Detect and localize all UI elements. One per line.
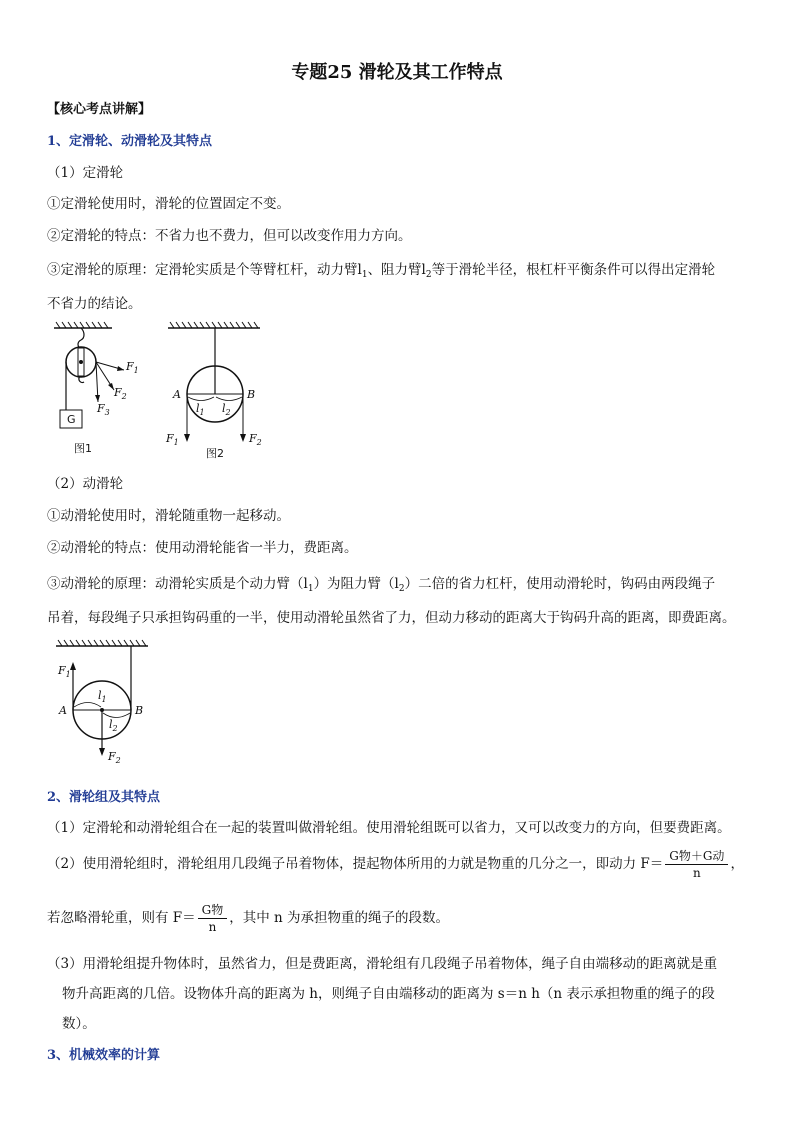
page-title: 专题25 滑轮及其工作特点 [291,62,503,83]
heading-1: 1、定滑轮、动滑轮及其特点 [47,134,213,149]
point-a-label: A [59,704,67,717]
force-label-f1: $F_1$ [58,664,71,679]
paragraph-formula-1: （2）使用滑轮组时，滑轮组用几段绳子吊着物体，提起物体所用的力就是物重的几分之一，即动力 F＝ $\frac{\text{G物＋G动}}{n}$ ， [47,849,744,880]
figure-2-caption: 图2 [206,447,224,460]
heading-3: 3、机械效率的计算 [47,1048,161,1063]
figure-1 [50,322,150,462]
paragraph: （3）用滑轮组提升物体时，虽然省力，但是费距离，滑轮组有几段绳子吊着物体，绳子自由端移动的距离就是重 [47,956,718,972]
paragraph: 数）。 [62,1016,96,1032]
force-label-f1: $F_1$ [126,360,139,375]
section-tag: 【核心考点讲解】 [47,102,152,117]
paragraph: 不省力的结论。 [47,296,142,312]
arm-l1-label: $l_1$ [196,402,205,417]
paragraph: （1）定滑轮和动滑轮组合在一起的装置叫做滑轮组。使用滑轮组既可以省力，又可以改变力的方向，但要费距离。 [47,820,731,836]
weight-label: G [67,413,76,426]
paragraph-formula-2: 若忽略滑轮重，则有 F＝ $\frac{\text{G物}}{n}$ ，其中 n 为承担物重的绳子的段数。 [47,903,450,934]
arm-l2-label: $l_2$ [222,402,231,417]
subheading-fixed-pulley: （1）定滑轮 [47,165,124,181]
arm-l1-label: $l_1$ [98,689,107,704]
point-b-label: B [247,388,256,401]
figure-2 [160,322,270,462]
paragraph: ②动滑轮的特点：使用动滑轮能省一半力，费距离。 [47,540,358,556]
point-a-label: A [173,388,181,401]
fraction: $\frac{\text{G物＋G动}}{n}$ [665,848,728,881]
figure-3 [50,640,160,770]
force-label-f2: $F_2$ [108,750,121,765]
fraction: $\frac{\text{G物}}{n}$ [198,902,228,935]
force-label-f2: $F_2$ [249,432,262,447]
paragraph: 吊着，每段绳子只承担钩码重的一半，使用动滑轮虽然省了力，但动力移动的距离大于钩码升高的距离，即费距离。 [47,610,736,626]
force-label-f2: $F_2$ [114,386,127,401]
paragraph: ①定滑轮使用时，滑轮的位置固定不变。 [47,196,290,212]
subheading-movable-pulley: （2）动滑轮 [47,476,124,492]
paragraph: ②定滑轮的特点：不省力也不费力，但可以改变作用力方向。 [47,228,412,244]
point-b-label: B [135,704,144,717]
paragraph-fixed-principle: ③定滑轮的原理：定滑轮实质是个等臂杠杆，动力臂$l_1$、阻力臂$l_2$等于滑轮半径，根杠杆平衡条件可以得出定滑轮 [47,262,716,280]
force-label-f3: $F_3$ [97,402,110,417]
paragraph: ①动滑轮使用时，滑轮随重物一起移动。 [47,508,290,524]
figure-1-caption: 图1 [74,442,92,455]
arm-l2-label: $l_2$ [109,718,118,733]
paragraph-movable-principle: ③动滑轮的原理：动滑轮实质是个动力臂$(l_1)$为阻力臂$(l_2)$二倍的省力杠杆，使用动滑轮时，钩码由两段绳子 [47,576,716,594]
paragraph: 物升高距离的几倍。设物体升高的距离为 h，则绳子自由端移动的距离为 s＝n h（n 表示承担物重的绳子的段 [62,986,715,1002]
force-label-f1: $F_1$ [166,432,179,447]
heading-2: 2、滑轮组及其特点 [47,790,161,805]
